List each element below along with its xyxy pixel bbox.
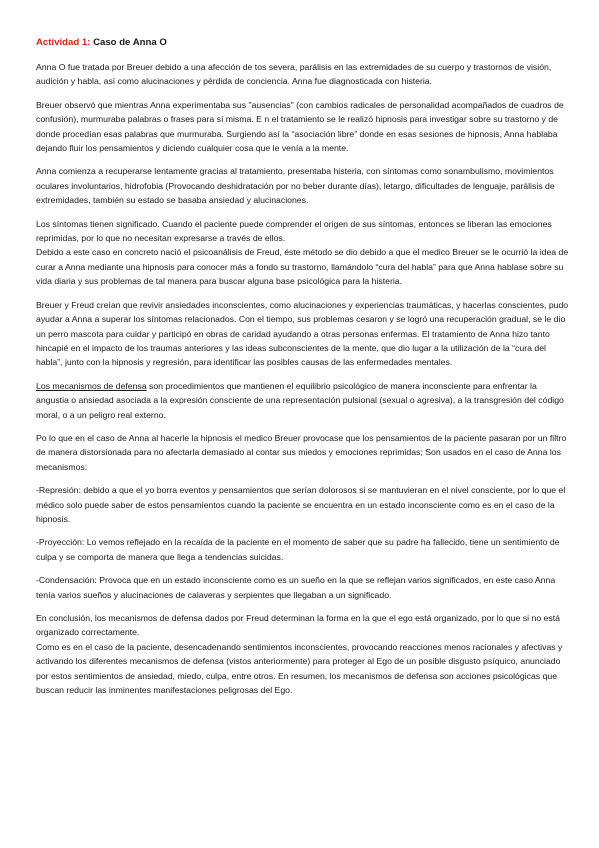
activity-title bbox=[36, 36, 569, 49]
paragraph-defense-mechanisms bbox=[36, 379, 569, 422]
paragraph-symptoms-meaning: Los síntomas tienen significado. Cuando el paciente puede comprender el origen de sus síntomas, entonces se liberan las emociones reprimidas, por lo que no necesitan expresarse a través de ellos. Debido a este caso en concreto nació el psicoanálisis de Freud, éste método se dio debido a que el medico Breuer se le ocurrió la idea de curar a Anna mediante una hipnosis para conocer más a fondo su trastorno, llamándolo “cura del habla” para que Anna hablase sobre su vida diaria y sus problemas de tal manera para buscar alguna base psicológica para la histeria. bbox=[36, 218, 569, 287]
defense-mechanisms-term: Los mecanismos de defensa bbox=[36, 380, 147, 391]
paragraph-breuer-freud: Breuer y Freud creían que revivir ansiedades inconscientes, como alucinaciones y experiencias traumáticas, y hacerlas conscientes, pudo ayudar a Anna a superar los síntomas relacionados. Con el tiempo, sus problemas cesaron y se logró una recuperación gradual, se le dio un perro mascota para cuidar y participó en obras de caridad ayudando a otras personas enfermas. El tratamiento de Anna hizo tanto hincapié en el impacto de los traumas anteriores y las ideas subconscientes de la mente, que dio lugar a la utilización de la “cura del habla”, junto con la hipnosis y regresión, para identificar las posibles causas de las enfermedades mentales. bbox=[36, 299, 569, 368]
paragraph-recovery: Anna comienza a recuperarse lentamente gracias al tratamiento, presentaba histeria, con síntomas como sonambulismo, movimientos oculares involuntarios, hidrofobia (Provocando deshidratación por no beber durante días), letargo, dificultades de lenguaje, parálisis de extremidades, también su estado se basaba ansiedad y alucinaciones. bbox=[36, 166, 555, 206]
activity-name: Caso de Anna O bbox=[93, 37, 167, 48]
paragraph-condensation: -Condensación: Provoca que en un estado inconsciente como es un sueño en la que se reflejan varios significados, en este caso Anna tenía varios sueños y alucinaciones de calaveras y serpientes que llegaban a un significado. bbox=[36, 575, 556, 600]
paragraph-repression: -Represión: debido a que el yo borra eventos y pensamientos que serían dolorosos si se mantuvieran en el nivel consciente, por lo que el médico solo puede saber de estos pensamientos cuando la paciente se encuentra en un estado inconsciente como es en el caso de la hipnosis. bbox=[36, 485, 566, 524]
paragraph-breuer-observation: Breuer observó que mientras Anna experimentaba sus "ausencias" (con cambios radicales de personalidad acompañados de cuadros de confusión), murmuraba palabras o frases para sí misma. E n el tratamiento se le realizó hipnosis para investigar sobre su trastorno y de donde procedían esas palabras que murmuraba. Surgiendo así la “asociación libre” donde en esas sesiones de hipnosis, Anna hablaba dejando fluir los pensamientos y diciendo cualquier cosa que le venía a la mente. bbox=[36, 99, 564, 154]
defense-mechanisms-definition: son procedimientos que mantienen el equilibrio psicológico de manera inconsciente para enfrentar la angustia o ansiedad asociada a la expresión consciente de una representación pulsional (sexual o agresiva), a la transgresión del código moral, o a un peligro real externo. bbox=[36, 380, 564, 420]
paragraph-intro: Anna O fue tratada por Breuer debido a una afección de tos severa, parálisis en las extremidades de su cuerpo y trastornos de visión, audición y habla, así como alucinaciones y pérdida de conciencia. Anna fue diagnosticada con histeria. bbox=[36, 62, 552, 87]
paragraph-projection: -Proyección: Lo vemos reflejado en la recaída de la paciente en el momento de saber que su padre ha fallecido, tiene un sentimiento de culpa y se comporta de manera que llega a tendencias suicidas. bbox=[36, 537, 560, 562]
paragraph-hypnosis-filter: Po lo que en el caso de Anna al hacerle la hipnosis el medico Breuer provocase que los pensamientos de la paciente pasaran por un filtro de manera distorsionada para no afectarla demasiado al contar sus miedos y emociones reprimidas; Son usados en el caso de Anna los mecanismos: bbox=[36, 432, 567, 472]
activity-label: Actividad 1: bbox=[36, 37, 91, 48]
paragraph-conclusion: En conclusión, los mecanismos de defensa dados por Freud determinan la forma en la que el ego está organizado, por lo que si no está organizado correctamente. Como es en el caso de la paciente, desencadenando sentimientos inconscientes, provocando reacciones menos racionales y afectivas y activando los diferentes mecanismos de defensa (vistos anteriormente) para proteger al Ego de un posible disgusto psíquico, anunciado por estos sentimientos de ansiedad, miedo, culpa, entre otros. En resumen, los mecanismos de defensa son acciones psicológicas que buscan reducir las inminentes manifestaciones peligrosas del Ego. bbox=[36, 613, 563, 696]
